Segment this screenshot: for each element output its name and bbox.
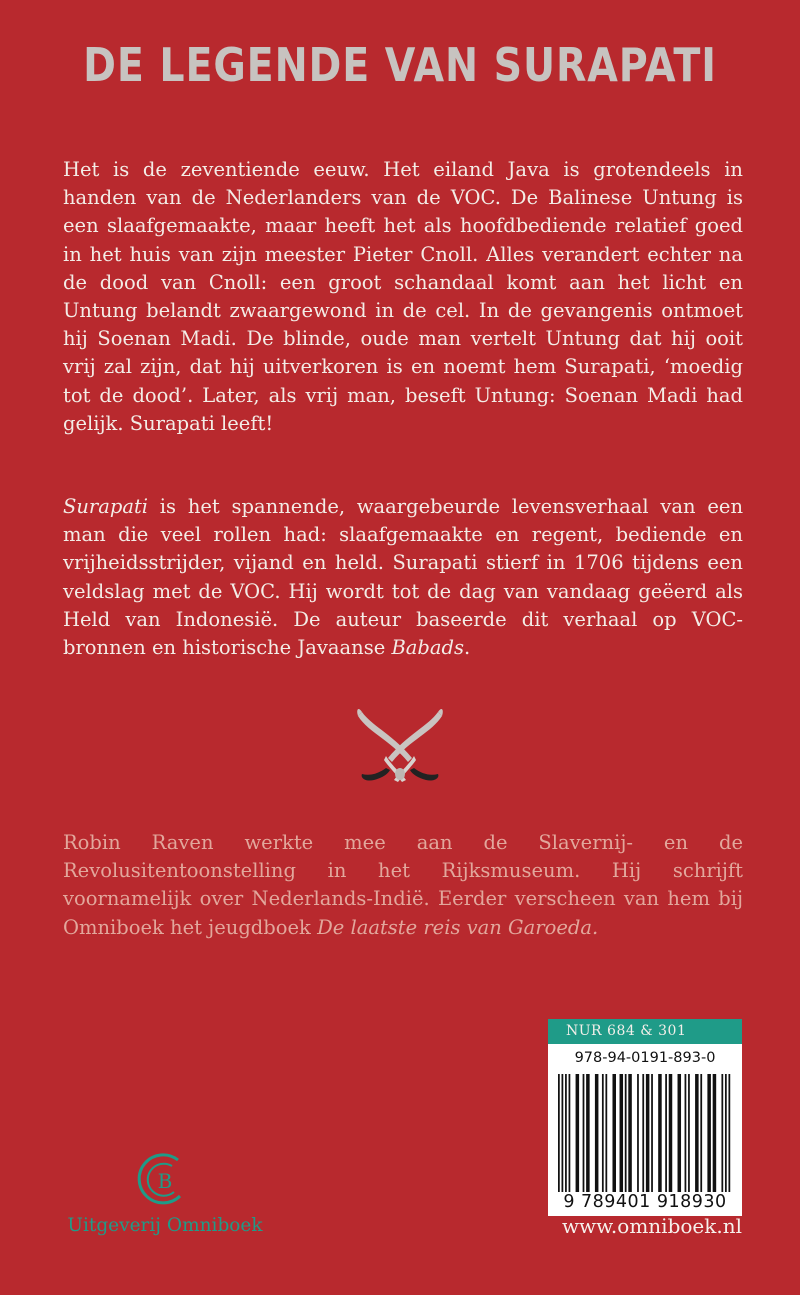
blurb-paragraph-1: Het is de zeventiende eeuw. Het eiland Java is grotendeels in handen van de Nederlanders van de VOC. De Balinese Untung is een slaafgemaakte, maar heeft het als hoofdbediende relatief goed in het huis van zijn meester Pieter Cnoll. Alles verandert echter na de dood van Cnoll: een groot schandaal komt aan het licht en Untung belandt zwaargewond in de cel. In de gevangenis ontmoet hij Soenan Madi. De blinde, oude man vertelt Untung dat hij ooit vrij zal zijn, dat hij uitverkoren is en noemt hem Surapati, ‘moedig tot de dood’. Later, als vrij man, beseft Untung: Soenan Madi had gelijk. Surapati leeft!	[63, 158, 743, 435]
crossed-swords-icon	[356, 704, 444, 788]
book-title: DE LEGENDE VAN SURAPATI	[83, 38, 717, 92]
barcode-bar	[637, 1074, 639, 1192]
barcode-bar	[605, 1074, 607, 1192]
author-bio	[63, 829, 743, 942]
barcode-bar	[725, 1074, 727, 1192]
blurb-paragraph-2	[63, 493, 743, 662]
blurb-italic-title: Surapati	[63, 495, 149, 518]
barcode-bar	[651, 1074, 653, 1192]
barcode-bar	[642, 1074, 644, 1192]
barcode-bar	[678, 1074, 682, 1192]
barcode-bar	[713, 1074, 717, 1192]
barcode-bar	[707, 1074, 711, 1192]
barcode-bar	[658, 1074, 662, 1192]
barcode-bars	[558, 1074, 732, 1192]
barcode-bar	[595, 1074, 599, 1192]
publisher-name: Uitgeverij Omniboek	[67, 1215, 263, 1236]
barcode-bar	[728, 1074, 730, 1192]
barcode-bar	[562, 1074, 564, 1192]
barcode-bar	[602, 1074, 604, 1192]
barcode-bar	[700, 1074, 702, 1192]
author-bio-text: Robin Raven werkte mee aan de Slavernij- en de Revolusitentoonstelling in het Rijksmuseum. Hij schrijft voornamelijk over Nederlands-Indië. Eerder verscheen van hem bij Omniboek het jeugdboek	[63, 831, 743, 939]
barcode-bar	[625, 1074, 627, 1192]
barcode-bar	[665, 1074, 667, 1192]
omniboek-logo-icon	[134, 1150, 192, 1208]
barcode-bar	[565, 1074, 567, 1192]
barcode-bar	[695, 1074, 699, 1192]
author-book-title: De laatste reis van Garoeda.	[317, 915, 599, 939]
barcode-bar	[558, 1074, 560, 1192]
logo-letter: B	[157, 1169, 173, 1193]
blurb-italic-babads: Babads	[391, 636, 464, 660]
barcode-bar	[721, 1074, 723, 1192]
blurb-paragraph-2-text: is het spannende, waargebeurde levensverhaal van een man die veel rollen had: slaafgemaakte en regent, bediende en vrijheidsstrijder, vijand en held. Surapati stierf in 1706 tijdens een veldslag met de VOC. Hij wordt tot de dag van vandaag geëerd als Held van Indonesië. De auteur baseerde dit verhaal op VOC-bronnen en historische Javaanse	[63, 495, 743, 660]
barcode-bar	[620, 1074, 624, 1192]
nur-label: NUR 684 & 301	[548, 1019, 742, 1044]
barcode-bar	[685, 1074, 687, 1192]
barcode-bar	[586, 1074, 590, 1192]
blurb-paragraph-2-tail: .	[464, 636, 471, 660]
barcode-bar	[569, 1074, 571, 1192]
barcode-bar	[646, 1074, 650, 1192]
barcode-bar	[576, 1074, 580, 1192]
barcode-bar	[583, 1074, 585, 1192]
barcode-bar	[628, 1074, 632, 1192]
barcode-bar	[612, 1074, 616, 1192]
barcode-bar	[688, 1074, 690, 1192]
barcode-digits: 9 789401 918930	[563, 1192, 727, 1212]
publisher-url[interactable]: www.omniboek.nl	[561, 1214, 742, 1238]
barcode-bar	[669, 1074, 673, 1192]
isbn-text: 978-94-0191-893-0	[574, 1050, 716, 1066]
barcode	[548, 1044, 742, 1216]
